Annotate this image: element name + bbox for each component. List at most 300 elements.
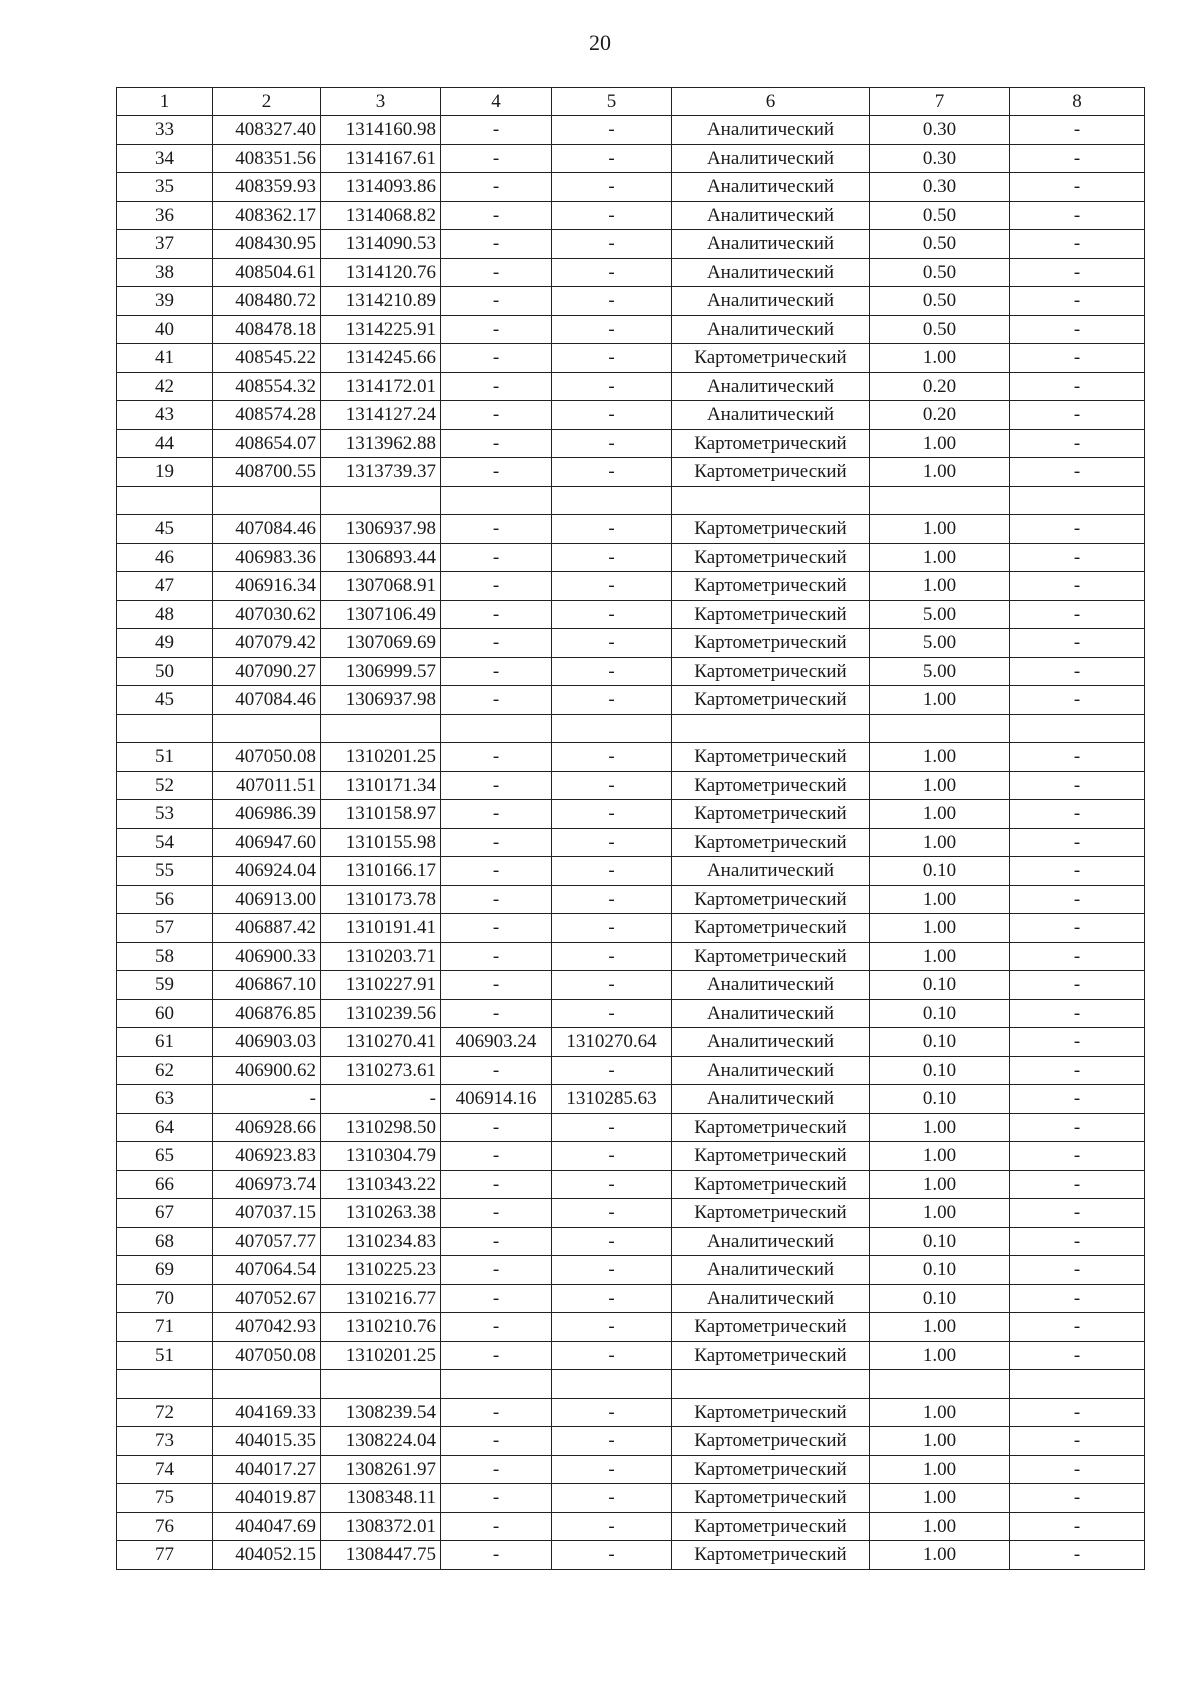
table-cell: - — [552, 1199, 672, 1228]
table-cell: 45 — [117, 686, 213, 715]
table-cell: 406900.62 — [213, 1056, 321, 1085]
table-cell: Аналитический — [672, 1056, 870, 1085]
table-cell: 1.00 — [870, 344, 1010, 373]
table-cell: - — [1010, 1170, 1145, 1199]
table-cell: Аналитический — [672, 230, 870, 259]
table-cell: 34 — [117, 144, 213, 173]
table-cell: Картометрический — [672, 914, 870, 943]
table-cell: - — [552, 458, 672, 487]
table-cell: - — [552, 1056, 672, 1085]
table-cell: 1310201.25 — [321, 1341, 441, 1370]
table-cell: 0.10 — [870, 999, 1010, 1028]
table-cell: 1.00 — [870, 1427, 1010, 1456]
table-cell: 1314093.86 — [321, 173, 441, 202]
table-cell: 1310285.63 — [552, 1085, 672, 1114]
table-cell: 0.20 — [870, 401, 1010, 430]
table-cell: 408554.32 — [213, 372, 321, 401]
table-cell: - — [441, 999, 552, 1028]
table-cell: 1308372.01 — [321, 1512, 441, 1541]
table-cell: Аналитический — [672, 971, 870, 1000]
table-cell: 70 — [117, 1284, 213, 1313]
table-cell: - — [1010, 999, 1145, 1028]
table-cell: - — [552, 372, 672, 401]
table-row — [117, 743, 1145, 772]
table-cell: - — [1010, 1199, 1145, 1228]
table-row — [117, 1113, 1145, 1142]
table-row — [117, 1398, 1145, 1427]
table-cell: 55 — [117, 857, 213, 886]
table-cell: - — [1010, 458, 1145, 487]
table-cell: 5.00 — [870, 657, 1010, 686]
table-cell: - — [552, 828, 672, 857]
table-cell: 60 — [117, 999, 213, 1028]
table-cell: 407064.54 — [213, 1256, 321, 1285]
table-cell: Картометрический — [672, 1142, 870, 1171]
table-cell: 0.10 — [870, 1227, 1010, 1256]
table-cell: 1.00 — [870, 1113, 1010, 1142]
table-cell: - — [1010, 344, 1145, 373]
table-cell: 404169.33 — [213, 1398, 321, 1427]
table-row — [117, 942, 1145, 971]
table-row — [117, 1455, 1145, 1484]
table-cell: 1310263.38 — [321, 1199, 441, 1228]
table-cell: - — [1010, 743, 1145, 772]
table-cell: 406986.39 — [213, 800, 321, 829]
table-cell: 53 — [117, 800, 213, 829]
table-cell — [870, 486, 1010, 515]
table-cell: 1310173.78 — [321, 885, 441, 914]
table-cell: 1314127.24 — [321, 401, 441, 430]
table-cell: 1.00 — [870, 914, 1010, 943]
table-cell: 408327.40 — [213, 116, 321, 145]
table-cell: 0.10 — [870, 1284, 1010, 1313]
table-cell: 0.50 — [870, 287, 1010, 316]
table-cell: 57 — [117, 914, 213, 943]
table-cell: 1.00 — [870, 1512, 1010, 1541]
table-cell: 71 — [117, 1313, 213, 1342]
table-cell: 0.30 — [870, 144, 1010, 173]
table-row — [117, 401, 1145, 430]
table-cell: 406983.36 — [213, 543, 321, 572]
table-cell: - — [1010, 1028, 1145, 1057]
table-cell: 1.00 — [870, 458, 1010, 487]
table-cell: - — [321, 1085, 441, 1114]
table-cell: 1314090.53 — [321, 230, 441, 259]
table-cell: 77 — [117, 1541, 213, 1570]
table-cell: - — [552, 686, 672, 715]
table-cell: - — [1010, 1284, 1145, 1313]
table-row — [117, 287, 1145, 316]
table-cell: 1310270.64 — [552, 1028, 672, 1057]
table-row — [117, 914, 1145, 943]
table-cell — [441, 714, 552, 743]
table-cell: 46 — [117, 543, 213, 572]
table-cell: - — [441, 1113, 552, 1142]
table-cell: 407084.46 — [213, 515, 321, 544]
table-cell: Картометрический — [672, 629, 870, 658]
table-cell: - — [1010, 885, 1145, 914]
table-cell: 35 — [117, 173, 213, 202]
table-cell: Аналитический — [672, 1284, 870, 1313]
table-cell: 1310171.34 — [321, 771, 441, 800]
table-cell: 36 — [117, 201, 213, 230]
table-cell: 1.00 — [870, 543, 1010, 572]
table-cell: 0.50 — [870, 258, 1010, 287]
table-cell: Аналитический — [672, 315, 870, 344]
table-cell: Аналитический — [672, 401, 870, 430]
table-cell: - — [552, 1455, 672, 1484]
table-cell: Картометрический — [672, 1341, 870, 1370]
table-cell: 74 — [117, 1455, 213, 1484]
table-cell: 406924.04 — [213, 857, 321, 886]
table-cell: - — [1010, 1113, 1145, 1142]
table-cell: 72 — [117, 1398, 213, 1427]
table-cell: - — [552, 771, 672, 800]
table-cell: 0.50 — [870, 230, 1010, 259]
table-cell: - — [441, 629, 552, 658]
table-row — [117, 629, 1145, 658]
table-cell: Картометрический — [672, 515, 870, 544]
column-header: 5 — [552, 88, 672, 116]
table-row — [117, 1199, 1145, 1228]
table-cell: - — [552, 315, 672, 344]
table-cell: 0.50 — [870, 201, 1010, 230]
table-cell: - — [1010, 1455, 1145, 1484]
table-cell: - — [441, 885, 552, 914]
table-cell: 1310203.71 — [321, 942, 441, 971]
table-cell: 1308348.11 — [321, 1484, 441, 1513]
table-row — [117, 1256, 1145, 1285]
table-row — [117, 515, 1145, 544]
table-cell: - — [552, 885, 672, 914]
table-row — [117, 657, 1145, 686]
table-cell: Картометрический — [672, 1113, 870, 1142]
table-row — [117, 344, 1145, 373]
table-cell: 407090.27 — [213, 657, 321, 686]
table-cell: 64 — [117, 1113, 213, 1142]
table-cell: - — [552, 1113, 672, 1142]
table-cell: - — [1010, 857, 1145, 886]
table-cell: - — [441, 657, 552, 686]
table-cell: - — [441, 1227, 552, 1256]
table-cell: 1.00 — [870, 885, 1010, 914]
table-cell: Картометрический — [672, 828, 870, 857]
table-cell: - — [1010, 258, 1145, 287]
table-cell: 1.00 — [870, 429, 1010, 458]
table-cell: - — [441, 429, 552, 458]
table-cell: 67 — [117, 1199, 213, 1228]
table-cell: Картометрический — [672, 686, 870, 715]
column-header: 2 — [213, 88, 321, 116]
table-cell: - — [552, 1341, 672, 1370]
table-row — [117, 1085, 1145, 1114]
table-cell: 1310191.41 — [321, 914, 441, 943]
table-cell: - — [441, 971, 552, 1000]
table-cell: 1.00 — [870, 572, 1010, 601]
table-cell: 0.30 — [870, 116, 1010, 145]
table-cell: Картометрический — [672, 743, 870, 772]
table-cell: - — [552, 401, 672, 430]
table-cell: 47 — [117, 572, 213, 601]
table-row — [117, 543, 1145, 572]
table-cell: - — [441, 173, 552, 202]
table-cell: 1310227.91 — [321, 971, 441, 1000]
table-cell: - — [441, 144, 552, 173]
table-cell: 406876.85 — [213, 999, 321, 1028]
table-cell: - — [552, 1170, 672, 1199]
table-cell: 52 — [117, 771, 213, 800]
table-cell: Картометрический — [672, 885, 870, 914]
table-cell: - — [552, 1313, 672, 1342]
table-cell: 0.30 — [870, 173, 1010, 202]
table-cell: 408574.28 — [213, 401, 321, 430]
table-cell — [870, 1370, 1010, 1399]
table-cell: 1310270.41 — [321, 1028, 441, 1057]
table-row-separator — [117, 1370, 1145, 1399]
table-cell: 1.00 — [870, 800, 1010, 829]
table-cell: Картометрический — [672, 543, 870, 572]
table-cell: 1313962.88 — [321, 429, 441, 458]
table-cell: 407011.51 — [213, 771, 321, 800]
table-cell: 39 — [117, 287, 213, 316]
table-cell: - — [1010, 401, 1145, 430]
table-cell: 404047.69 — [213, 1512, 321, 1541]
table-cell: 408545.22 — [213, 344, 321, 373]
table-cell: - — [1010, 914, 1145, 943]
table-cell: 1313739.37 — [321, 458, 441, 487]
table-cell: 54 — [117, 828, 213, 857]
table-cell: 1.00 — [870, 1398, 1010, 1427]
table-cell: - — [552, 1398, 672, 1427]
table-cell: 44 — [117, 429, 213, 458]
table-cell: - — [441, 914, 552, 943]
table-cell: 1310239.56 — [321, 999, 441, 1028]
table-cell: 0.50 — [870, 315, 1010, 344]
table-cell — [1010, 714, 1145, 743]
table-cell: 408430.95 — [213, 230, 321, 259]
table-cell: 406903.03 — [213, 1028, 321, 1057]
table-cell: 408504.61 — [213, 258, 321, 287]
table-cell: 404019.87 — [213, 1484, 321, 1513]
table-row — [117, 771, 1145, 800]
table-cell: 1310343.22 — [321, 1170, 441, 1199]
table-cell: Аналитический — [672, 1256, 870, 1285]
table-cell: - — [441, 1170, 552, 1199]
table-cell: - — [1010, 1427, 1145, 1456]
table-cell: Картометрический — [672, 600, 870, 629]
table-cell: 1.00 — [870, 1484, 1010, 1513]
table-cell — [552, 714, 672, 743]
table-row — [117, 230, 1145, 259]
table-cell: - — [1010, 372, 1145, 401]
table-cell: 1.00 — [870, 1313, 1010, 1342]
table-cell: - — [213, 1085, 321, 1114]
table-cell: - — [1010, 543, 1145, 572]
table-cell: - — [1010, 1313, 1145, 1342]
table-cell: 406903.24 — [441, 1028, 552, 1057]
table-cell: - — [441, 771, 552, 800]
table-cell: Картометрический — [672, 942, 870, 971]
table-cell: 1310210.76 — [321, 1313, 441, 1342]
table-cell: 48 — [117, 600, 213, 629]
table-cell: - — [441, 315, 552, 344]
table-cell: 1314120.76 — [321, 258, 441, 287]
table-cell: Картометрический — [672, 657, 870, 686]
table-cell: - — [441, 942, 552, 971]
table-cell: 1310158.97 — [321, 800, 441, 829]
table-cell: 408700.55 — [213, 458, 321, 487]
table-cell — [117, 1370, 213, 1399]
table-cell: - — [552, 515, 672, 544]
table-cell: - — [552, 971, 672, 1000]
table-cell: - — [552, 743, 672, 772]
table-cell: 408362.17 — [213, 201, 321, 230]
table-cell: - — [1010, 1227, 1145, 1256]
table-cell: Аналитический — [672, 857, 870, 886]
table-cell: 42 — [117, 372, 213, 401]
table-cell: - — [441, 1284, 552, 1313]
column-header: 6 — [672, 88, 870, 116]
table-cell: 5.00 — [870, 629, 1010, 658]
table-cell: 51 — [117, 743, 213, 772]
table-cell: 408480.72 — [213, 287, 321, 316]
table-cell: - — [1010, 657, 1145, 686]
table-row — [117, 173, 1145, 202]
table-cell: 5.00 — [870, 600, 1010, 629]
table-cell: - — [1010, 287, 1145, 316]
table-cell: 1314068.82 — [321, 201, 441, 230]
table-cell: - — [441, 344, 552, 373]
table-cell: - — [1010, 600, 1145, 629]
table-cell: - — [441, 1455, 552, 1484]
table-cell: Аналитический — [672, 372, 870, 401]
table-cell: 1.00 — [870, 1455, 1010, 1484]
table-cell: 61 — [117, 1028, 213, 1057]
table-row — [117, 971, 1145, 1000]
table-cell: Картометрический — [672, 429, 870, 458]
table-cell: - — [1010, 629, 1145, 658]
table-cell — [321, 1370, 441, 1399]
table-cell: - — [441, 600, 552, 629]
table-cell: 0.10 — [870, 1256, 1010, 1285]
table-cell: - — [552, 857, 672, 886]
table-cell: 51 — [117, 1341, 213, 1370]
table-cell: 1.00 — [870, 828, 1010, 857]
table-cell: 1308239.54 — [321, 1398, 441, 1427]
table-cell: - — [441, 1341, 552, 1370]
table-cell: 1.00 — [870, 1199, 1010, 1228]
table-cell: Картометрический — [672, 1199, 870, 1228]
table-cell: - — [441, 572, 552, 601]
table-cell: 58 — [117, 942, 213, 971]
table-cell: 404052.15 — [213, 1541, 321, 1570]
table-cell: Картометрический — [672, 1541, 870, 1570]
table-cell — [552, 486, 672, 515]
table-cell — [213, 714, 321, 743]
table-cell: - — [441, 800, 552, 829]
table-cell: Аналитический — [672, 1085, 870, 1114]
table-cell: - — [1010, 942, 1145, 971]
table-row — [117, 1028, 1145, 1057]
table-cell: - — [441, 1199, 552, 1228]
table-row — [117, 1170, 1145, 1199]
table-cell: 41 — [117, 344, 213, 373]
table-cell: 1310225.23 — [321, 1256, 441, 1285]
table-cell — [1010, 486, 1145, 515]
table-cell: 56 — [117, 885, 213, 914]
table-cell: - — [552, 287, 672, 316]
table-cell: - — [1010, 572, 1145, 601]
table-cell: Картометрический — [672, 1170, 870, 1199]
table-cell — [1010, 1370, 1145, 1399]
table-cell: 406923.83 — [213, 1142, 321, 1171]
table-cell — [552, 1370, 672, 1399]
table-cell: 406916.34 — [213, 572, 321, 601]
table-cell: - — [1010, 515, 1145, 544]
table-cell: 49 — [117, 629, 213, 658]
table-cell: - — [1010, 1484, 1145, 1513]
table-cell: 37 — [117, 230, 213, 259]
table-cell: - — [552, 144, 672, 173]
table-cell: 1306937.98 — [321, 515, 441, 544]
table-cell — [321, 486, 441, 515]
table-cell: - — [1010, 1056, 1145, 1085]
table-cell: 1314245.66 — [321, 344, 441, 373]
table-cell: - — [552, 1256, 672, 1285]
table-cell: 407052.67 — [213, 1284, 321, 1313]
table-cell: - — [1010, 800, 1145, 829]
table-row — [117, 1341, 1145, 1370]
table-cell: - — [552, 1427, 672, 1456]
table-cell: Аналитический — [672, 1227, 870, 1256]
table-cell: 1310298.50 — [321, 1113, 441, 1142]
table-cell: 1310166.17 — [321, 857, 441, 886]
table-cell — [672, 486, 870, 515]
table-cell: - — [552, 1484, 672, 1513]
table-row — [117, 458, 1145, 487]
table-cell — [117, 486, 213, 515]
table-cell: - — [552, 116, 672, 145]
table-row-separator — [117, 714, 1145, 743]
table-cell: 76 — [117, 1512, 213, 1541]
table-cell: Аналитический — [672, 201, 870, 230]
table-cell: 1.00 — [870, 942, 1010, 971]
table-cell: - — [1010, 1256, 1145, 1285]
table-cell: 1308261.97 — [321, 1455, 441, 1484]
table-cell: 1308224.04 — [321, 1427, 441, 1456]
table-cell: 73 — [117, 1427, 213, 1456]
table-cell: - — [552, 999, 672, 1028]
table-row — [117, 800, 1145, 829]
table-cell: - — [441, 1484, 552, 1513]
table-cell: 407084.46 — [213, 686, 321, 715]
table-cell: 1314210.89 — [321, 287, 441, 316]
table-cell — [870, 714, 1010, 743]
table-cell: - — [1010, 230, 1145, 259]
table-cell: 406914.16 — [441, 1085, 552, 1114]
table-cell: 406973.74 — [213, 1170, 321, 1199]
table-cell: 1310216.77 — [321, 1284, 441, 1313]
table-cell: 407079.42 — [213, 629, 321, 658]
table-cell: 38 — [117, 258, 213, 287]
table-row — [117, 1313, 1145, 1342]
table-cell: 1310234.83 — [321, 1227, 441, 1256]
table-row — [117, 1284, 1145, 1313]
table-cell: - — [1010, 1398, 1145, 1427]
table-cell: Аналитический — [672, 287, 870, 316]
table-cell: - — [1010, 971, 1145, 1000]
table-cell: Картометрический — [672, 458, 870, 487]
